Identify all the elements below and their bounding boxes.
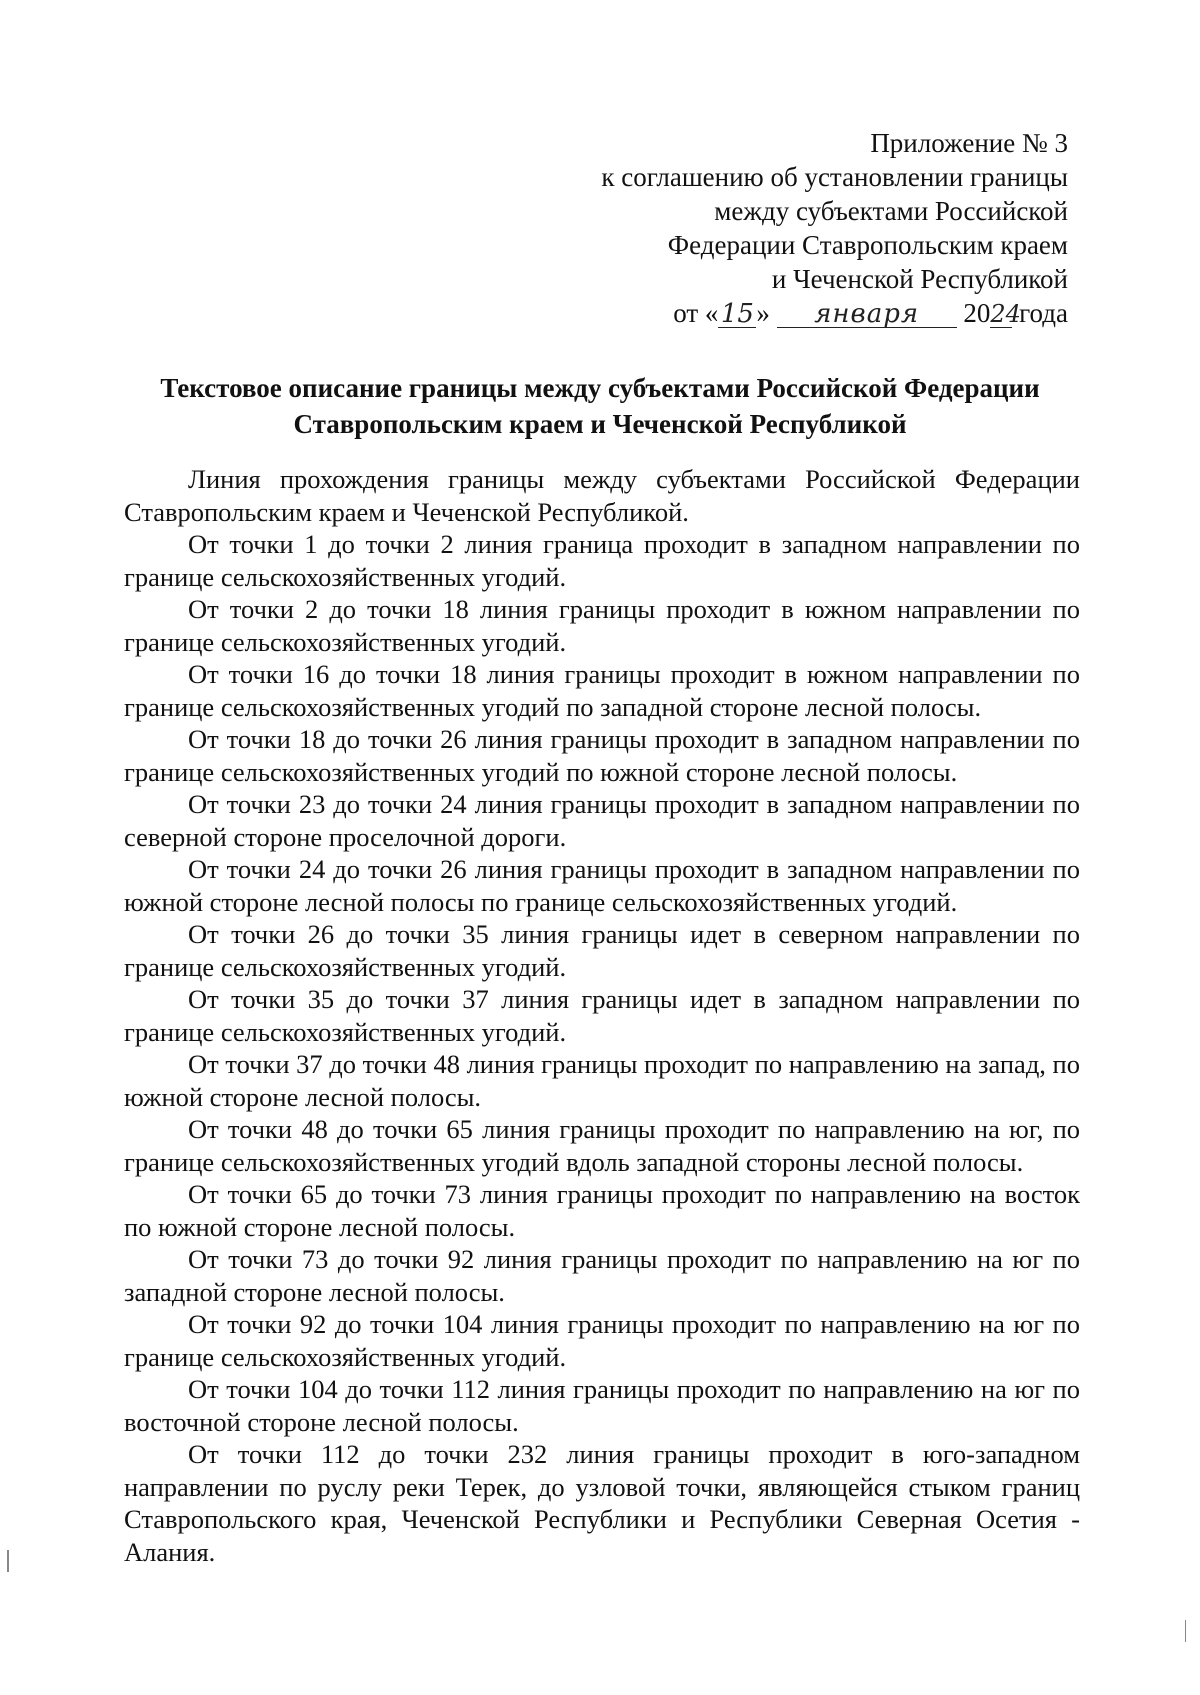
paragraph: От точки 112 до точки 232 линия границы проходит в юго-западном направлении по руслу реки Терек, до узловой точки, являющейся стыком границ Ставропольского края, Чеченской Республики и Республики Северная Осетия - Алания.: [124, 1439, 1080, 1567]
appendix-header: [601, 126, 1068, 330]
scan-margin-mark: [1185, 1620, 1187, 1642]
appendix-line-5: и Чеченской Республикой: [771, 264, 1068, 294]
document-title: [120, 370, 1080, 442]
paragraph: От точки 35 до точки 37 линия границы идет в западном направлении по границе сельскохозяйственных угодий.: [124, 984, 1080, 1047]
appendix-line-4: Федерации Ставропольским краем: [667, 230, 1068, 260]
paragraph: От точки 23 до точки 24 линия границы проходит в западном направлении по северной стороне проселочной дороги.: [124, 789, 1080, 852]
paragraph: От точки 65 до точки 73 линия границы проходит по направлению на восток по южной стороне лесной полосы.: [124, 1179, 1080, 1242]
scan-margin-mark: [7, 1550, 9, 1572]
date-suffix: года: [1019, 298, 1068, 328]
title-line-1: Текстовое описание границы между субъектами Российской Федерации: [160, 373, 1040, 403]
paragraph: От точки 1 до точки 2 линия граница проходит в западном направлении по границе сельскохозяйственных угодий.: [124, 529, 1080, 592]
handwritten-month: января: [777, 301, 957, 328]
title-line-2: Ставропольским краем и Чеченской Республикой: [293, 409, 907, 439]
paragraph: От точки 104 до точки 112 линия границы проходит по направлению на юг по восточной стороне лесной полосы.: [124, 1374, 1080, 1437]
appendix-number: Приложение № 3: [870, 128, 1068, 158]
appendix-date: [601, 296, 1068, 330]
document-body: [124, 463, 1080, 1568]
paragraph: От точки 26 до точки 35 линия границы идет в северном направлении по границе сельскохозяйственных угодий.: [124, 919, 1080, 982]
paragraph: От точки 48 до точки 65 линия границы проходит по направлению на юг, по границе сельскохозяйственных угодий вдоль западной стороны лесной полосы.: [124, 1114, 1080, 1177]
date-year-prefix: 20: [963, 298, 991, 328]
appendix-line-2: к соглашению об установлении границы: [601, 162, 1068, 192]
paragraph: От точки 73 до точки 92 линия границы проходит по направлению на юг по западной стороне лесной полосы.: [124, 1244, 1080, 1307]
handwritten-day: 15: [718, 301, 756, 328]
date-mid: »: [756, 298, 770, 328]
handwritten-year: 24: [990, 300, 1021, 328]
paragraph: Линия прохождения границы между субъектами Российской Федерации Ставропольским краем и Чеченской Республикой.: [124, 464, 1080, 527]
appendix-line-3: между субъектами Российской: [714, 196, 1068, 226]
date-prefix: от «: [673, 298, 719, 328]
paragraph: От точки 24 до точки 26 линия границы проходит в западном направлении по южной стороне лесной полосы по границе сельскохозяйственных угодий.: [124, 854, 1080, 917]
paragraph: От точки 18 до точки 26 линия границы проходит в западном направлении по границе сельскохозяйственных угодий по южной стороне лесной полосы.: [124, 724, 1080, 787]
paragraph: От точки 92 до точки 104 линия границы проходит по направлению на юг по границе сельскохозяйственных угодий.: [124, 1309, 1080, 1372]
paragraph: От точки 2 до точки 18 линия границы проходит в южном направлении по границе сельскохозяйственных угодий.: [124, 594, 1080, 657]
paragraph: От точки 16 до точки 18 линия границы проходит в южном направлении по границе сельскохозяйственных угодий по западной стороне лесной полосы.: [124, 659, 1080, 722]
paragraph: От точки 37 до точки 48 линия границы проходит по направлению на запад, по южной стороне лесной полосы.: [124, 1049, 1080, 1112]
